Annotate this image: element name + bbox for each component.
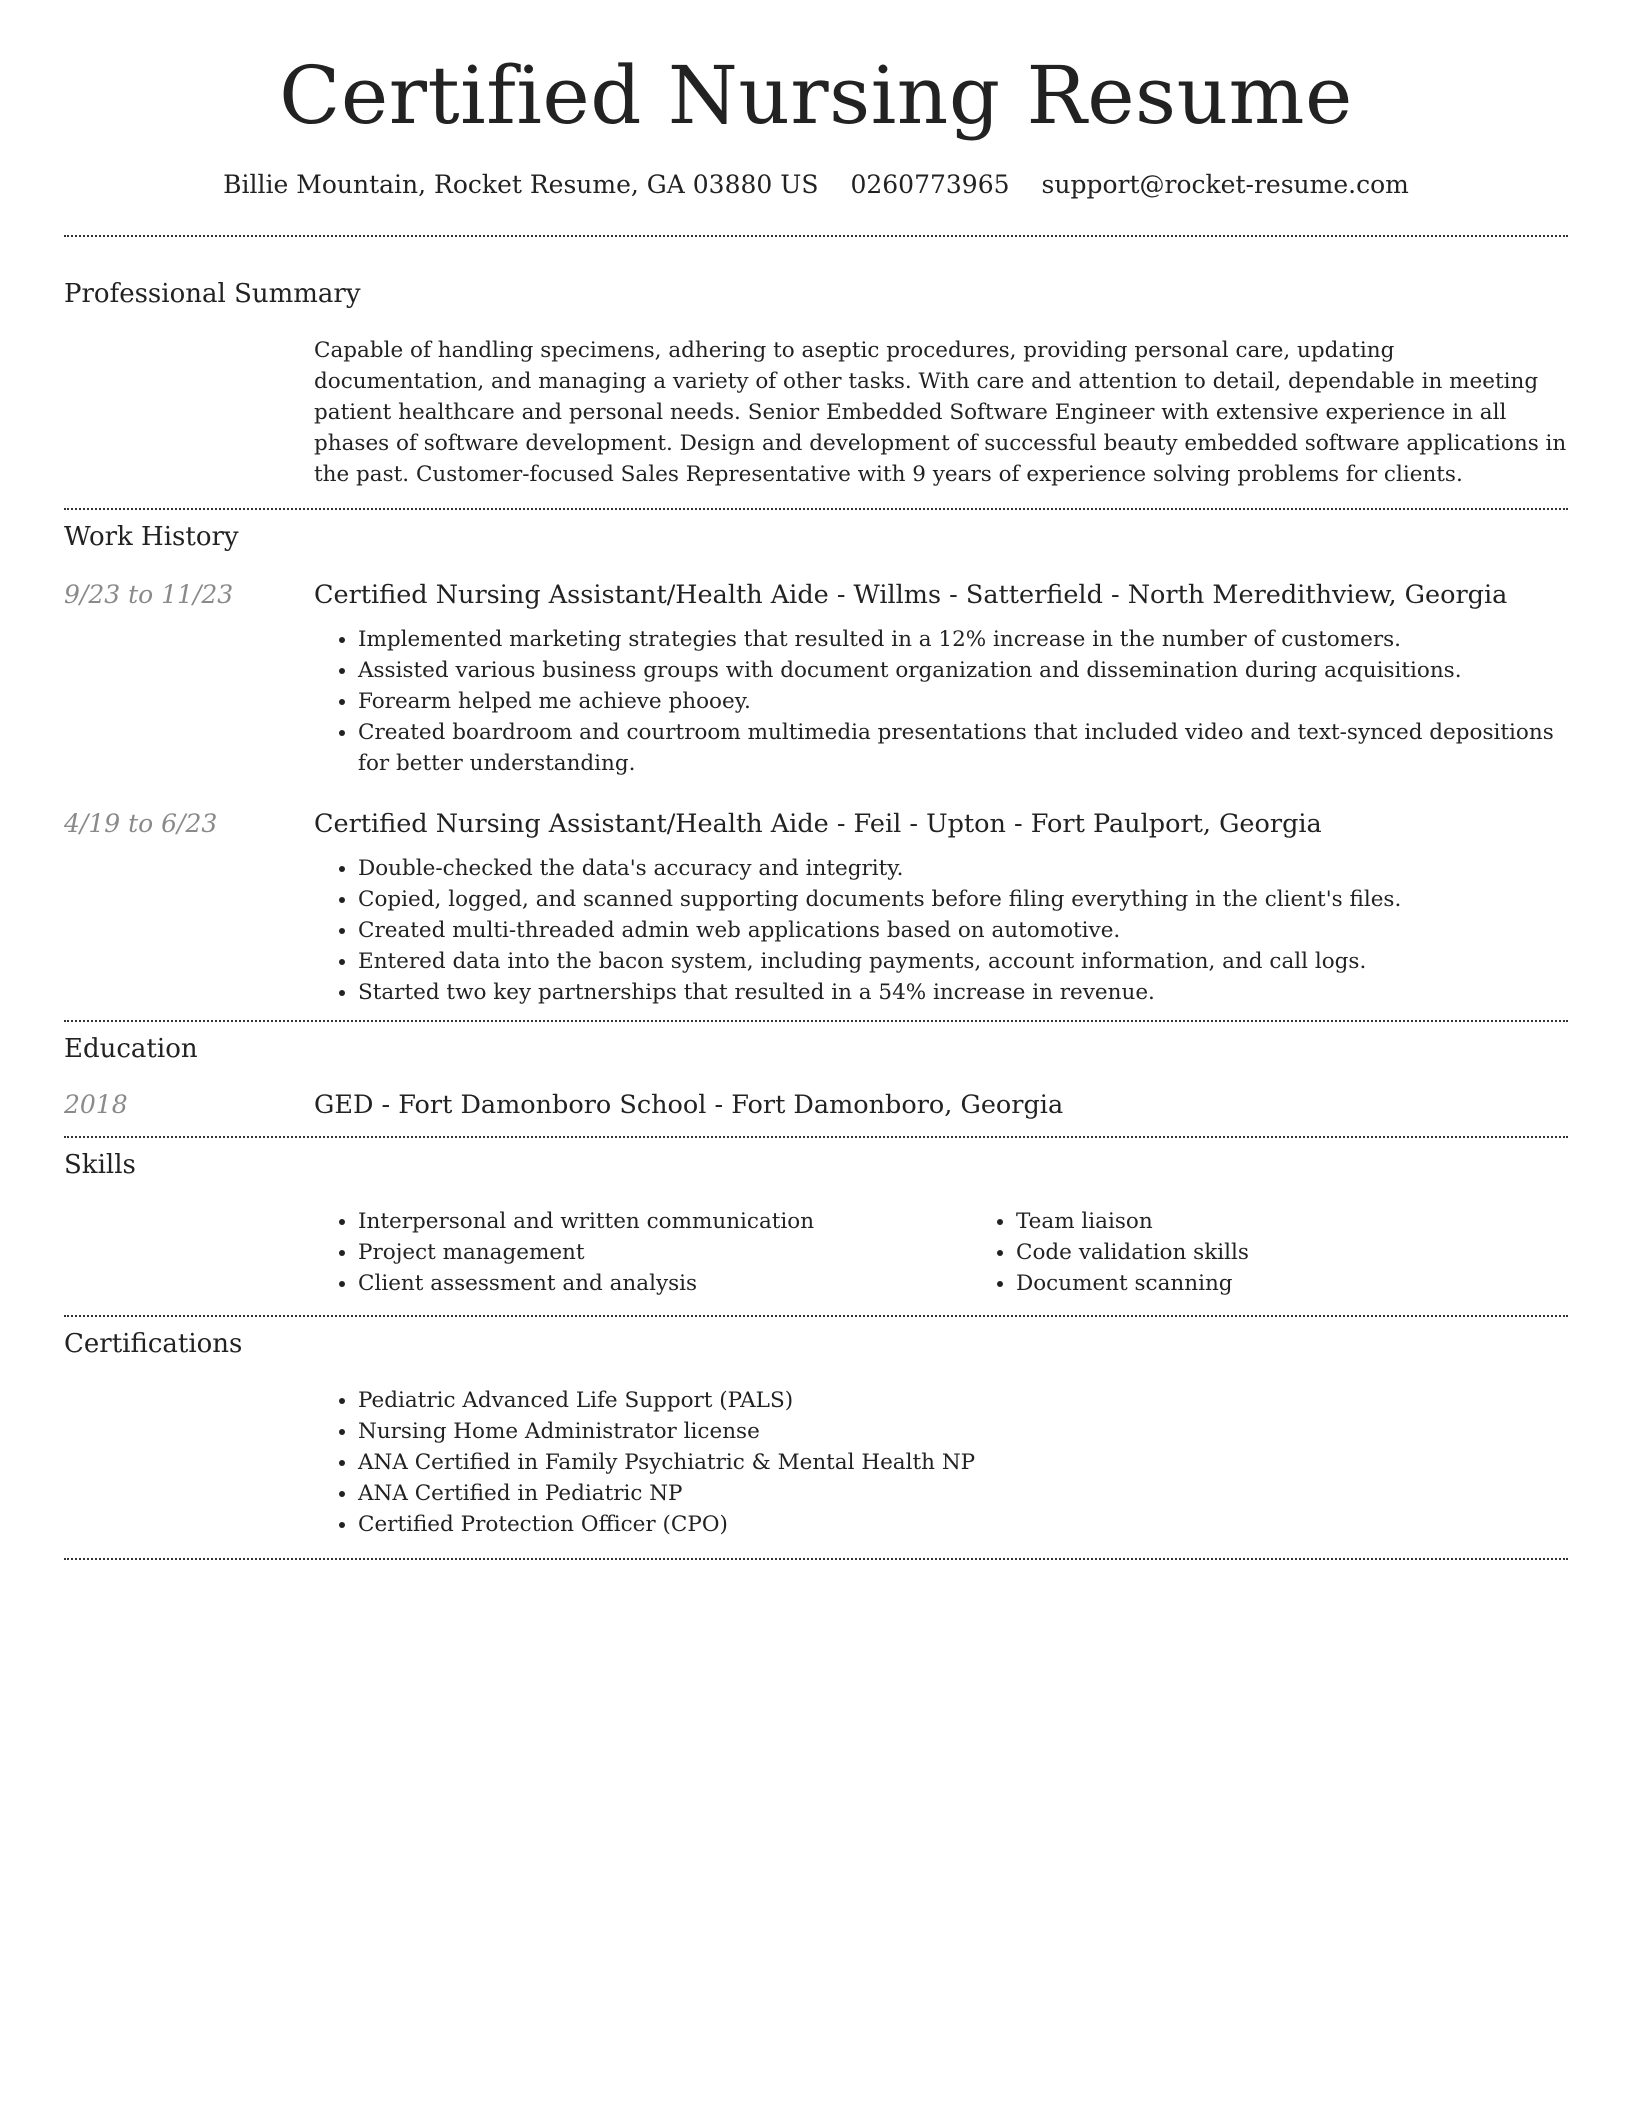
list-item: • Team liaison	[1016, 1206, 1630, 1237]
job-title: Certified Nursing Assistant/Health Aide - Feil - Upton - Fort Paulport, Georgia	[314, 809, 1322, 839]
job-bullets	[314, 853, 1568, 1008]
list-item: • Client assessment and analysis	[358, 1268, 972, 1299]
list-item: • Project management	[358, 1237, 972, 1268]
skills-section	[64, 1138, 1568, 1315]
list-item: • Forearm helped me achieve phooey.	[358, 686, 1568, 717]
contact-email: support@rocket-resume.com	[1041, 170, 1409, 199]
education-heading: Education	[64, 1034, 198, 1064]
resume-header	[64, 0, 1568, 199]
job-title: Certified Nursing Assistant/Health Aide - Willms - Satterfield - North Meredithview, Georgia	[314, 580, 1508, 610]
list-item: • Created boardroom and courtroom multimedia presentations that included video and text-synced depositions for better understanding.	[358, 717, 1568, 779]
work-history-heading: Work History	[64, 522, 239, 552]
list-item: • Created multi-threaded admin web applications based on automotive.	[358, 915, 1568, 946]
job-entry	[64, 580, 1568, 779]
skills-column-1	[314, 1206, 972, 1299]
list-item: • Code validation skills	[1016, 1237, 1630, 1268]
contact-phone: 0260773965	[850, 170, 1010, 199]
education-entry: GED - Fort Damonboro School - Fort Damonboro, Georgia	[314, 1090, 1064, 1120]
work-history-section	[64, 510, 1568, 1020]
education-year: 2018	[64, 1090, 128, 1119]
certifications-heading: Certifications	[64, 1329, 243, 1359]
list-item: • Entered data into the bacon system, including payments, account information, and call logs.	[358, 946, 1568, 977]
summary-section	[64, 237, 1568, 508]
skills-heading: Skills	[64, 1150, 136, 1180]
job-dates: 9/23 to 11/23	[64, 580, 234, 609]
skills-column-2	[972, 1206, 1630, 1299]
list-item: • Certified Protection Officer (CPO)	[358, 1509, 1568, 1540]
contact-line	[64, 170, 1568, 199]
job-entry	[64, 809, 1568, 1008]
certifications-section	[64, 1317, 1568, 1558]
resume-title: Certified Nursing Resume	[279, 49, 1353, 142]
job-bullets	[314, 624, 1568, 779]
list-item: • Document scanning	[1016, 1268, 1630, 1299]
job-dates: 4/19 to 6/23	[64, 809, 218, 838]
certifications-list	[314, 1385, 1568, 1540]
list-item: • Interpersonal and written communication	[358, 1206, 972, 1237]
list-item: • Started two key partnerships that resulted in a 54% increase in revenue.	[358, 977, 1568, 1008]
list-item: • ANA Certified in Family Psychiatric & Mental Health NP	[358, 1447, 1568, 1478]
section-divider	[64, 1558, 1568, 1560]
list-item: • Copied, logged, and scanned supporting documents before filing everything in the client's files.	[358, 884, 1568, 915]
list-item: • Nursing Home Administrator license	[358, 1416, 1568, 1447]
education-section	[64, 1022, 1568, 1136]
list-item: • Assisted various business groups with document organization and dissemination during acquisitions.	[358, 655, 1568, 686]
summary-heading: Professional Summary	[64, 279, 361, 309]
list-item: • Double-checked the data's accuracy and integrity.	[358, 853, 1568, 884]
contact-address: Billie Mountain, Rocket Resume, GA 03880 US	[223, 170, 819, 199]
summary-text: Capable of handling specimens, adhering to aseptic procedures, providing personal care, updating documentation, and managing a variety of other tasks. With care and attention to detail, dependable in meeting patient healthcare and personal needs. Senior Embedded Software Engineer with extensive experience in all phases of software development. Design and development of successful beauty embedded software applications in the past. Customer-focused Sales Representative with 9 years of experience solving problems for clients.	[314, 338, 1567, 487]
list-item: • ANA Certified in Pediatric NP	[358, 1478, 1568, 1509]
list-item: • Implemented marketing strategies that resulted in a 12% increase in the number of customers.	[358, 624, 1568, 655]
list-item: • Pediatric Advanced Life Support (PALS)	[358, 1385, 1568, 1416]
